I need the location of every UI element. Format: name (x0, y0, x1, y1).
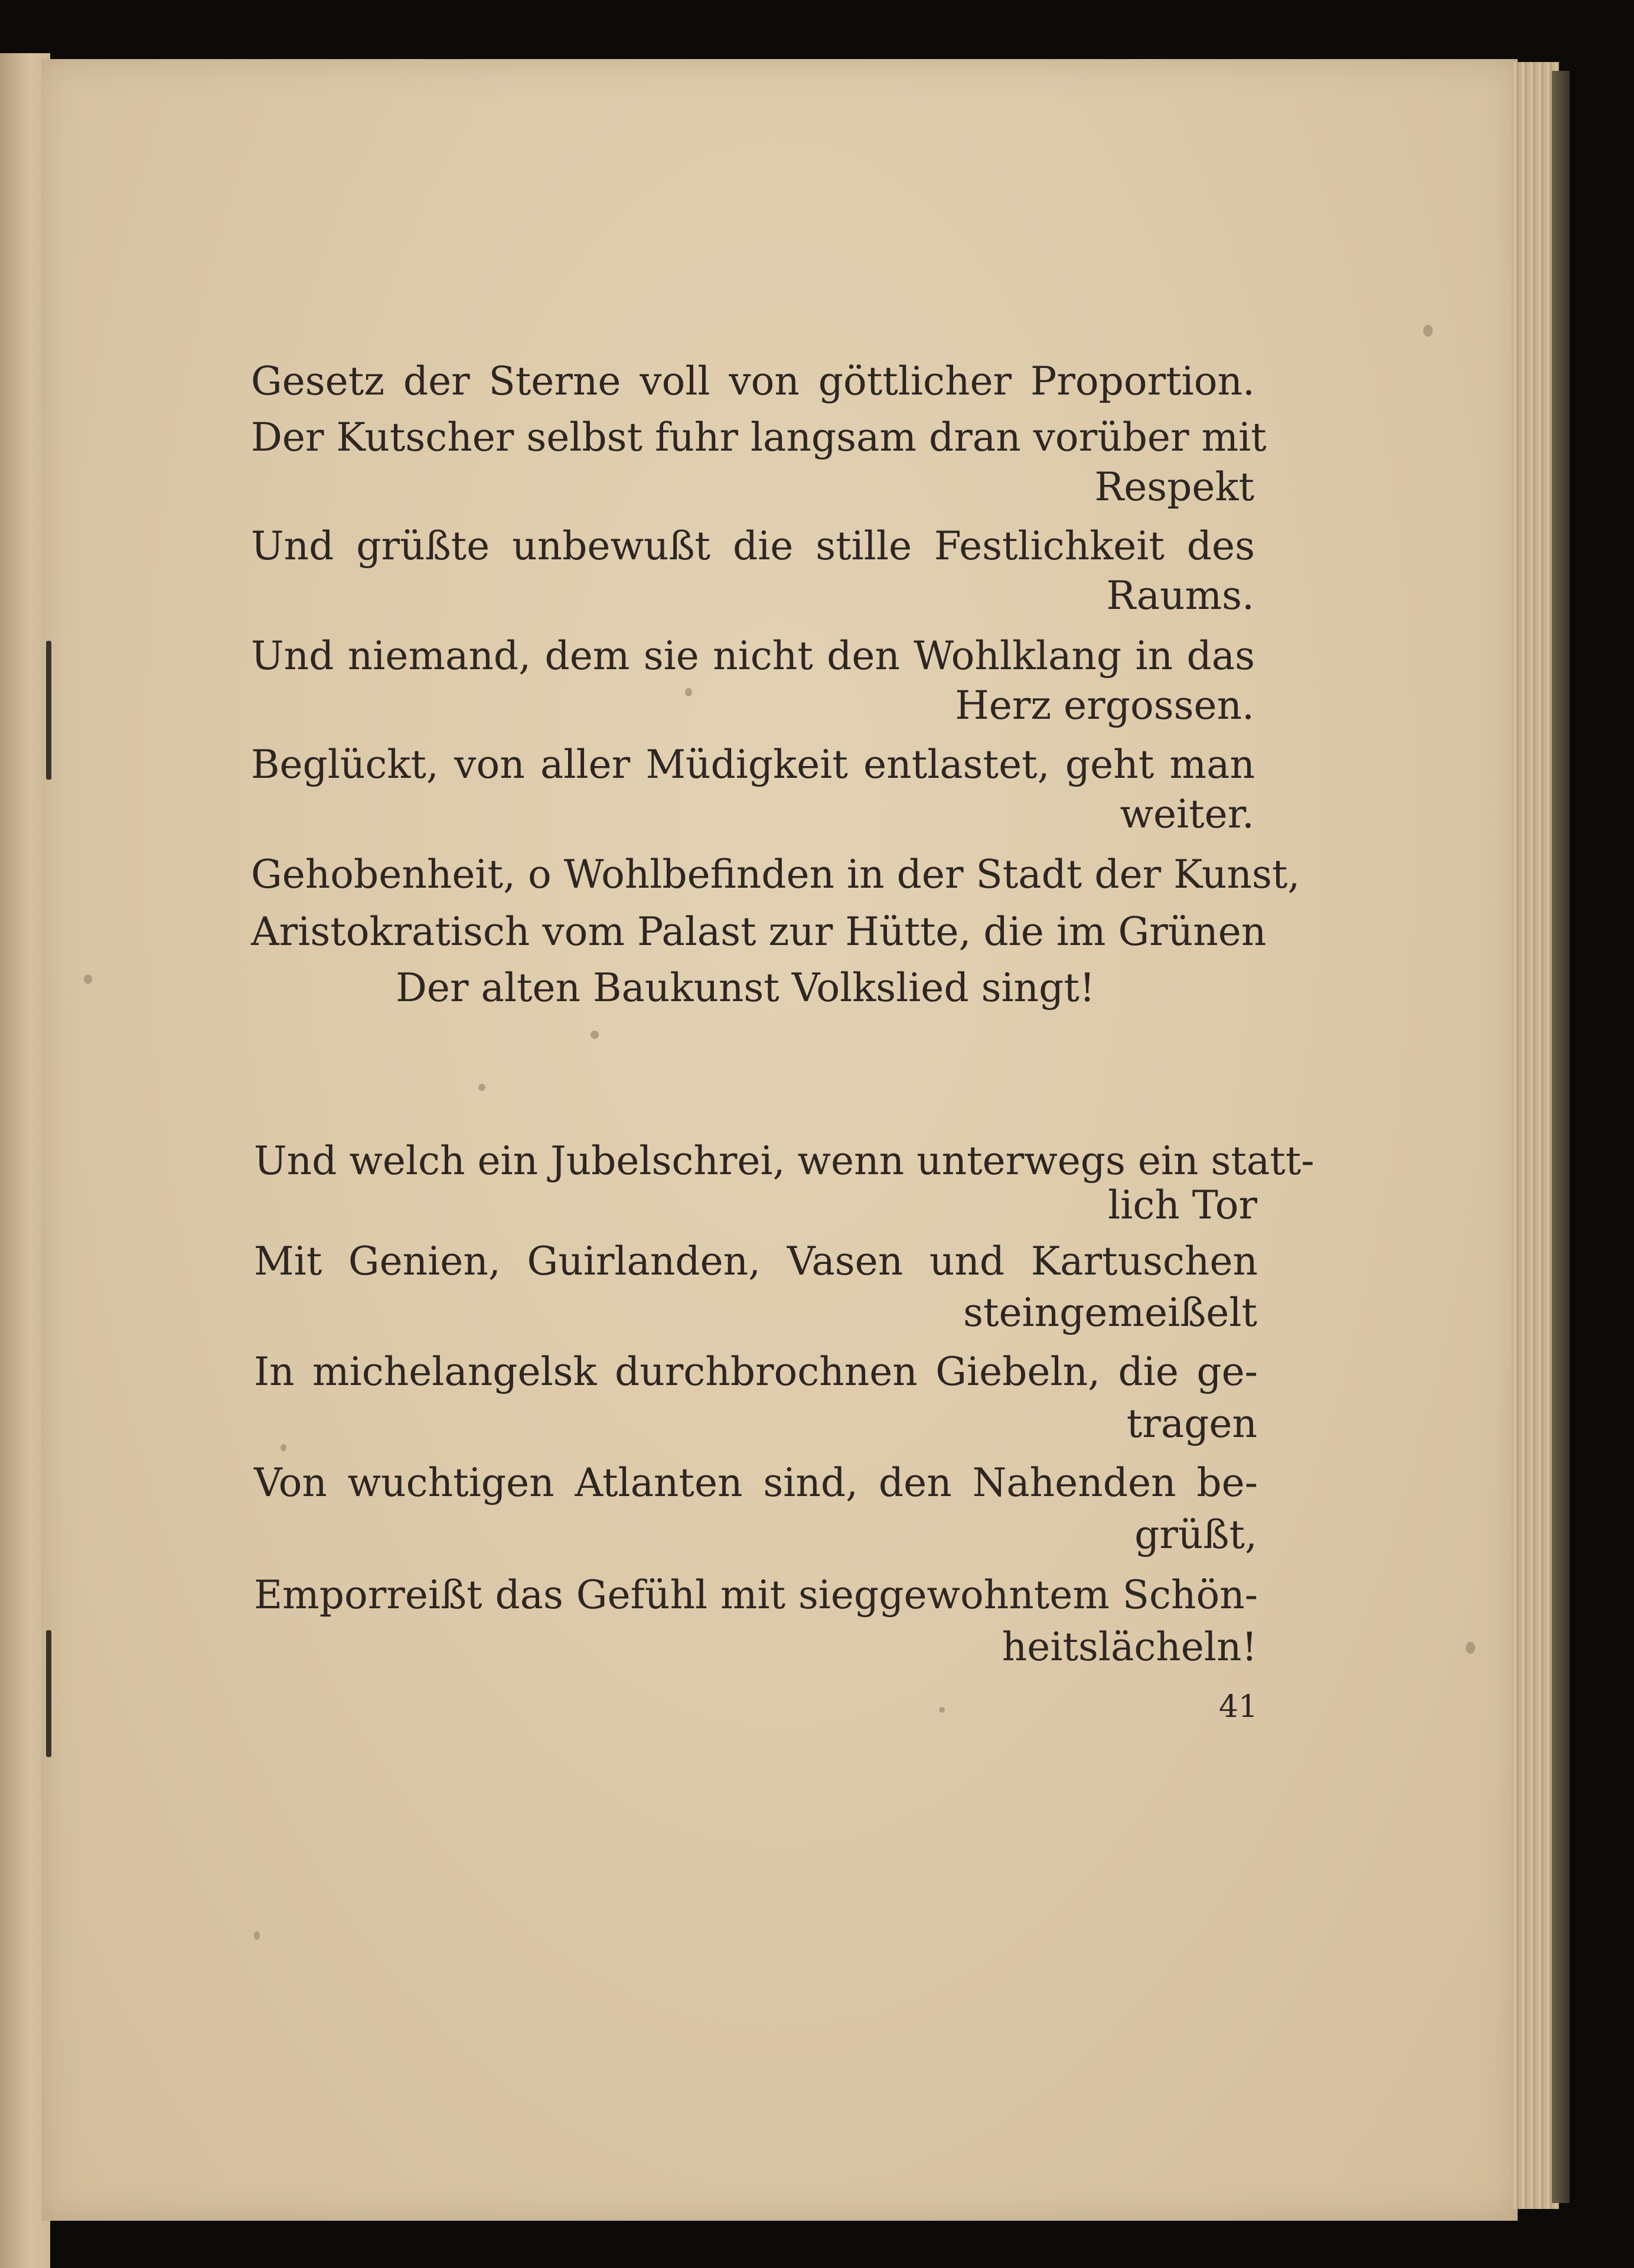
poem-line-continuation: lich Tor (1108, 1182, 1257, 1228)
poem-line: Von wuchtigen Atlanten sind, den Nahenden be- (254, 1460, 1258, 1506)
poem-line: Emporreißt das Gefühl mit sieggewohntem Schön- (254, 1572, 1258, 1618)
poem-line-continuation: Raums. (1106, 573, 1254, 618)
poem-line-continuation: steingemeißelt (963, 1290, 1257, 1335)
poem-line-continuation: Respekt (1094, 464, 1254, 510)
poem-line-continuation: tragen (1126, 1401, 1257, 1446)
poem-line: In michelangelsk durchbrochnen Giebeln, die ge- (254, 1349, 1258, 1394)
poem-line: Beglückt, von aller Müdigkeit entlastet, geht man (251, 742, 1255, 787)
poem-line: Gesetz der Sterne voll von göttlicher Proportion. (251, 359, 1255, 404)
poem-line-continuation: weiter. (1120, 791, 1254, 837)
page-number: 41 (1218, 1689, 1258, 1725)
poem-line: Der alten Baukunst Volkslied singt! (396, 965, 1095, 1011)
poem-line: Und grüßte unbewußt die stille Festlichkeit des (251, 523, 1255, 569)
poem-line: Und niemand, dem sie nicht den Wohlklang in das (251, 633, 1255, 679)
poem-line: Aristokratisch vom Palast zur Hütte, die im Grünen (251, 909, 1267, 954)
poem-line: Und welch ein Jubelschrei, wenn unterwegs ein statt- (254, 1138, 1315, 1184)
poem-line-continuation: Herz ergossen. (955, 683, 1254, 728)
poem-line: Mit Genien, Guirlanden, Vasen und Kartuschen (254, 1239, 1258, 1284)
poem-line: Gehobenheit, o Wohlbefinden in der Stadt der Kunst, (251, 852, 1300, 897)
poem-line: Der Kutscher selbst fuhr langsam dran vorüber mit (251, 415, 1267, 460)
poem-line-continuation: grüßt, (1134, 1512, 1257, 1557)
poem-line-continuation: heitslächeln! (1002, 1624, 1257, 1670)
